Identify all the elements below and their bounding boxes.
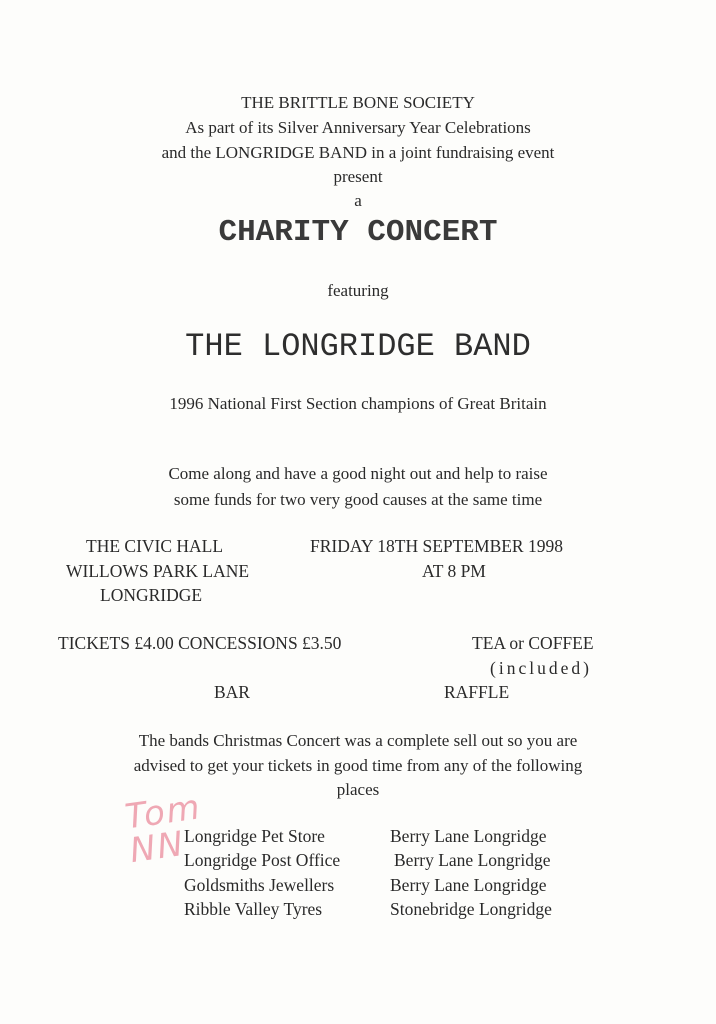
society-name: THE BRITTLE BONE SOCIETY	[241, 93, 475, 112]
notice-line-2: advised to get your tickets in good time from any of the following	[133, 756, 583, 775]
anniversary-line: As part of its Silver Anniversary Year Celebrations	[185, 118, 531, 137]
ticket-prices: TICKETS £4.00 CONCESSIONS £3.50	[58, 633, 342, 653]
stamp-line-2: NN	[127, 823, 188, 872]
concert-title: CHARITY CONCERT	[218, 215, 498, 250]
included-note: (included)	[490, 658, 592, 678]
invite-line-2: some funds for two very good causes at the same time	[173, 490, 543, 509]
venue-street: WILLOWS PARK LANE	[66, 561, 250, 581]
outlet-name: Ribble Valley Tyres	[184, 899, 323, 919]
outlet-name: Longridge Post Office	[184, 850, 341, 870]
event-time: AT 8 PM	[422, 561, 486, 581]
tea-coffee: TEA or COFFEE	[472, 633, 594, 653]
venue-town: LONGRIDGE	[100, 585, 203, 605]
outlet-name: Goldsmiths Jewellers	[184, 875, 335, 895]
notice-line-1: The bands Christmas Concert was a complete sell out so you are	[138, 731, 578, 750]
present-line: present	[333, 167, 383, 186]
bar-label: BAR	[214, 682, 250, 702]
outlet-location: Berry Lane Longridge	[390, 826, 547, 846]
raffle-label: RAFFLE	[444, 682, 510, 702]
notice-line-3: places	[336, 780, 380, 799]
outlet-location: Berry Lane Longridge	[394, 850, 551, 870]
band-subtitle: 1996 National First Section champions of Great Britain	[169, 394, 547, 413]
outlet-location: Berry Lane Longridge	[390, 875, 547, 895]
outlet-location: Stonebridge Longridge	[390, 899, 552, 919]
venue-hall: THE CIVIC HALL	[86, 536, 224, 556]
featuring-line: featuring	[327, 281, 389, 300]
event-date: FRIDAY 18TH SEPTEMBER 1998	[310, 536, 563, 556]
joint-event-line: and the LONGRIDGE BAND in a joint fundraising event	[161, 143, 555, 162]
invite-line-1: Come along and have a good night out and help to raise	[168, 464, 548, 483]
outlet-name: Longridge Pet Store	[184, 826, 325, 846]
band-name: THE LONGRIDGE BAND	[185, 328, 531, 365]
a-line: a	[354, 191, 362, 210]
stamp-line-1: Tom	[122, 787, 205, 838]
